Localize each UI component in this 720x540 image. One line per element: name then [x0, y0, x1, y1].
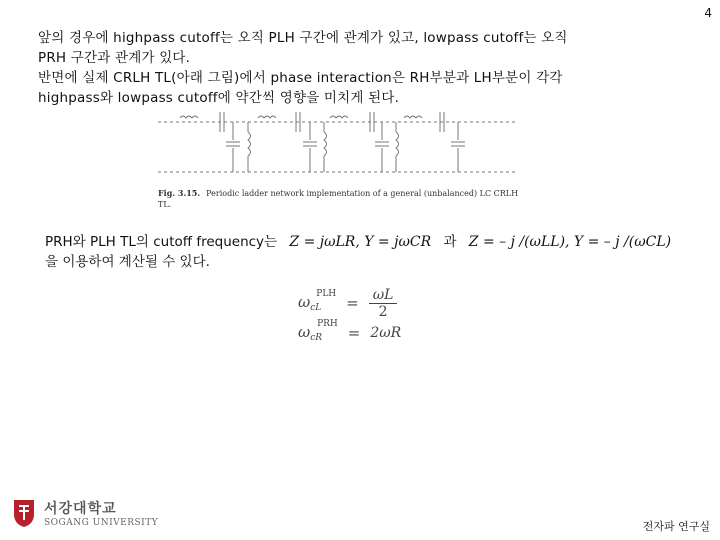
ladder-network-figure [158, 110, 518, 232]
prh-rhs: 2ωR [370, 325, 402, 341]
cutoff-formulas [298, 288, 401, 348]
figure-caption-text: Periodic ladder network implementation of a general (unbalanced) LC CRLH [206, 189, 519, 198]
lab-name: 전자파 연구실 [642, 520, 710, 533]
paragraph-line: 반면에 실제 CRLH TL(아래 그림)에서 phase interaction은 RH부분과 LH부분이 각각 [38, 70, 563, 86]
prh-superscript: PRH [317, 319, 338, 329]
prh-subscript: cR [310, 333, 323, 343]
plh-denominator: 2 [378, 303, 388, 320]
plh-cutoff-formula: ω cL PLH = $\frac{\omega L}{2}$ [298, 288, 401, 318]
omega-symbol: ω [298, 323, 311, 341]
omega-symbol: ω [298, 293, 311, 311]
plh-superscript: PLH [316, 289, 337, 299]
paragraph-line: highpass와 lowpass cutoff에 약간씩 영향을 미치게 된다. [38, 90, 400, 106]
rh-impedance-expression: Z = jωLR, Y = jωCR [289, 234, 432, 250]
plh-subscript: cL [310, 303, 322, 313]
shield-icon [12, 498, 36, 528]
prh-cutoff-formula: ω cR PRH = 2ωR [298, 319, 402, 343]
figure-caption [158, 188, 518, 210]
intro-paragraph [38, 28, 698, 108]
plh-numerator: ωL [369, 287, 398, 304]
paragraph-line: PRH 구간과 관계가 있다. [38, 50, 191, 66]
paragraph-line: 앞의 경우에 highpass cutoff는 오직 PLH 구간에 관계가 있고, lowpass cutoff는 오직 [38, 30, 568, 46]
university-name-korean: 서강대학교 [44, 501, 117, 517]
university-name-english: SOGANG UNIVERSITY [44, 518, 159, 528]
cutoff-sentence [45, 232, 671, 272]
lh-impedance-expression: Z = – j /(ωLL), Y = – j /(ωCL) [468, 234, 672, 250]
cutoff-line-2: 을 이용하여 계산될 수 있다. [45, 254, 210, 270]
figure-caption-label: Fig. 3.15. [158, 188, 201, 198]
ladder-circuit-diagram [158, 110, 518, 190]
university-logo [12, 498, 158, 528]
conjunction: 과 [443, 234, 457, 250]
cutoff-intro: PRH와 PLH TL의 cutoff frequency는 [45, 234, 278, 250]
figure-caption-text-2: TL. [158, 200, 172, 209]
page-number: 4 [704, 6, 712, 20]
